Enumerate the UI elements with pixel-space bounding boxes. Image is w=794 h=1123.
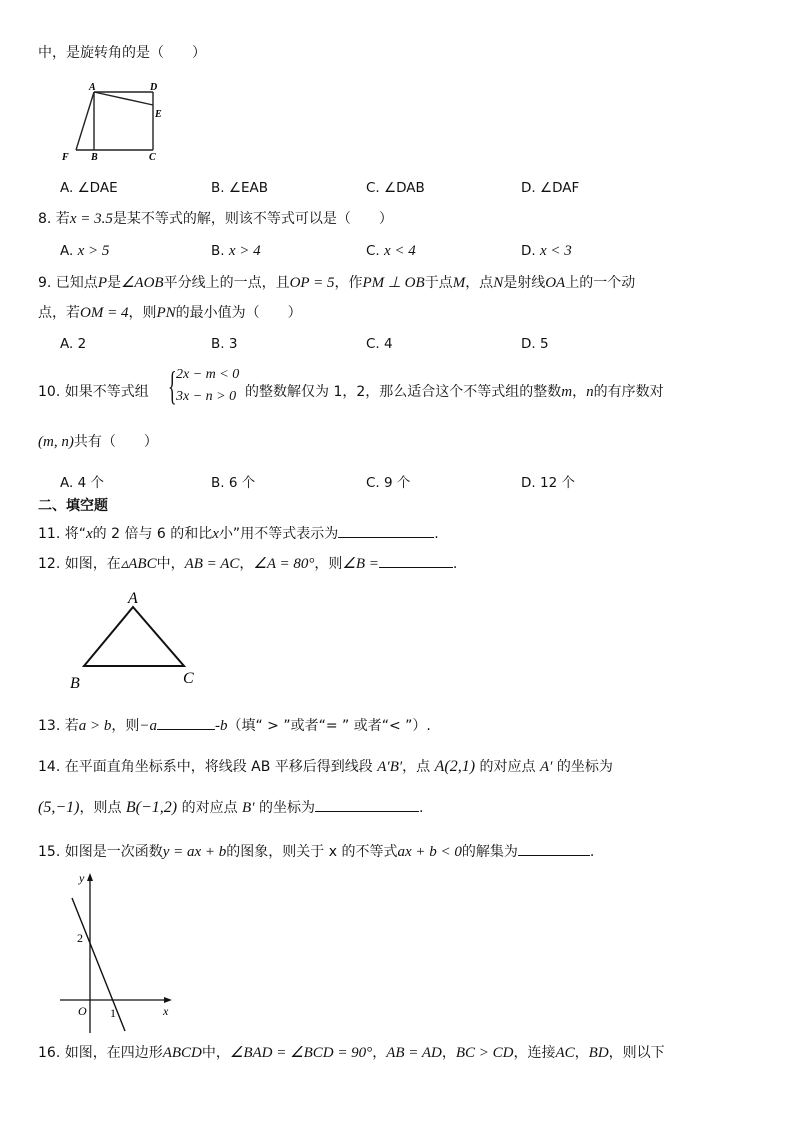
- q10-stem-line2: (m, n)共有（ ）: [38, 434, 158, 450]
- section-heading: 二、填空题: [38, 498, 108, 514]
- q7-label-d: D: [150, 82, 158, 93]
- q9-stem-line2: 点，若OM = 4，则PN的最小值为（ ）: [38, 305, 302, 321]
- q12-stem: 12. 如图，在▵ABC中，AB = AC，∠A = 80°，则∠B = .: [38, 553, 457, 574]
- q15-label-2: 2: [77, 931, 83, 945]
- q8-option-d: D. x < 3: [521, 243, 572, 259]
- q7-label-a: A: [89, 82, 96, 93]
- q7-option-c: C. ∠DAB: [366, 180, 425, 196]
- q8-prefix: 8. 若: [38, 211, 70, 227]
- q10-option-d: D. 12 个: [521, 475, 575, 491]
- q7-label-f: F: [62, 152, 69, 163]
- q12-label-a: A: [128, 590, 138, 607]
- q11-answer-blank[interactable]: [338, 523, 434, 538]
- q12-answer-blank[interactable]: [379, 553, 453, 568]
- q15-stem: 15. 如图是一次函数y = ax + b的图象，则关于 x 的不等式ax + b < 0的解集为 .: [38, 841, 594, 862]
- q9-option-c: C. 4: [366, 336, 393, 352]
- q14-stem-line2: (5,−1)，则点 B(−1,2) 的对应点 B′ 的坐标为 .: [38, 799, 424, 816]
- q10-brace: {: [168, 363, 177, 408]
- q10-eq2: 3x − n > 0: [176, 389, 237, 404]
- q15-label-x: x: [163, 1004, 169, 1018]
- q10-option-c: C. 9 个: [366, 475, 411, 491]
- q10-eq1: 2x − m < 0: [176, 367, 240, 382]
- q9-option-b: B. 3: [211, 336, 238, 352]
- q12-label-c: C: [183, 670, 194, 687]
- q7-label-e: E: [155, 109, 162, 120]
- q8-option-c: C. x < 4: [366, 243, 416, 259]
- q7-option-d: D. ∠DAF: [521, 180, 580, 196]
- q15-label-y: y: [79, 871, 85, 885]
- q9-option-d: D. 5: [521, 336, 549, 352]
- q15-answer-blank[interactable]: [518, 841, 590, 856]
- q10-stem-prefix: 10. 如果不等式组: [38, 384, 149, 400]
- q8-math: x = 3.5: [69, 211, 113, 227]
- q10-option-a: A. 4 个: [60, 475, 104, 491]
- q9-option-a: A. 2: [60, 336, 87, 352]
- q8-option-a: A. x > 5: [60, 243, 110, 259]
- q13-stem: 13. 若a > b，则−a -b（填“ > ”或者“= ” 或者“< ”）.: [38, 715, 431, 736]
- q15-label-origin: O: [78, 1004, 87, 1018]
- q10-option-b: B. 6 个: [211, 475, 256, 491]
- q7-stem-tail: 中，是旋转角的是（ ）: [38, 45, 206, 61]
- q7-label-b: B: [91, 152, 98, 163]
- q15-label-1: 1: [110, 1006, 116, 1020]
- q8-stem: [38, 209, 393, 229]
- q14-answer-blank[interactable]: [315, 797, 419, 812]
- q11-stem: 11. 将“x的 2 倍与 6 的和比x小”用不等式表示为 .: [38, 523, 439, 544]
- q12-label-b: B: [70, 675, 80, 692]
- q7-label-c: C: [149, 152, 156, 163]
- q12-triangle-figure: [60, 585, 210, 695]
- q8-option-b: B. x > 4: [211, 243, 261, 259]
- q15-function-graph: [55, 868, 185, 1038]
- q7-figure: [58, 80, 178, 166]
- q7-option-a: A. ∠DAE: [60, 180, 118, 196]
- q7-option-b: B. ∠EAB: [211, 180, 268, 196]
- q14-stem-line1: 14. 在平面直角坐标系中，将线段 AB 平移后得到线段 A′B′，点 A(2,1) 的对应点 A′ 的坐标为: [38, 758, 613, 775]
- q8-suffix: 是某不等式的解，则该不等式可以是（ ）: [112, 211, 393, 227]
- q13-answer-blank[interactable]: [157, 715, 215, 730]
- q9-stem-line1: 9. 已知点P是∠AOB平分线上的一点，且OP = 5，作PM ⊥ OB于点M，点N是射线OA上的一个动: [38, 275, 636, 291]
- q16-stem: 16. 如图，在四边形ABCD中，∠BAD = ∠BCD = 90°，AB = AD，BC > CD，连接AC，BD，则以下: [38, 1045, 665, 1061]
- q10-stem-mid: 的整数解仅为 1，2，那么适合这个不等式组的整数m，n的有序数对: [245, 384, 664, 400]
